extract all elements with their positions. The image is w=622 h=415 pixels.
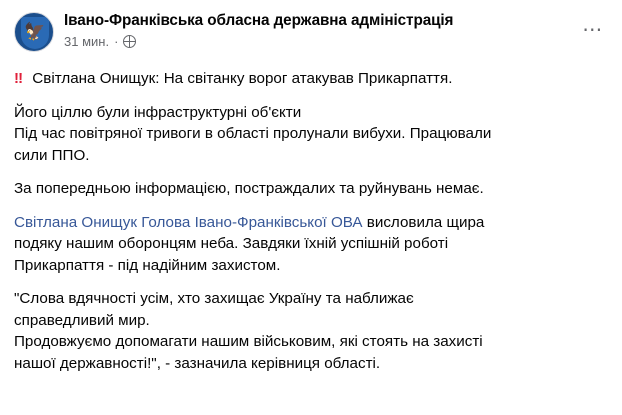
post-timestamp[interactable]: 31 мин. — [64, 34, 110, 49]
post-paragraph-headline — [14, 68, 608, 90]
text-line: Прикарпаття - під надійним захистом. — [14, 256, 281, 274]
post-body — [14, 68, 608, 374]
post-header — [14, 10, 608, 62]
text-line: Під час повітряної тривоги в області пролунали вибухи. Працювали — [14, 125, 492, 142]
page-name[interactable]: Івано-Франківська обласна державна адміністрація — [64, 12, 454, 29]
eagle-icon: 🦅 — [24, 22, 46, 41]
post-author-block — [64, 10, 453, 49]
text-line: справедливий мир. — [14, 311, 150, 329]
post-paragraph-quote — [14, 288, 608, 374]
profile-link[interactable]: Світлана Онищук Голова Івано-Франківської ОВА — [14, 213, 363, 231]
text-line: нашої державності!", - зазначила керівниця області. — [14, 354, 381, 372]
post-paragraph-targets — [14, 102, 608, 167]
meta-separator: · — [114, 34, 119, 49]
text-line: подяку нашим оборонцям неба. Завдяки їхній успішній роботі — [14, 235, 449, 252]
post-meta — [64, 34, 453, 49]
text-line: "Слова вдячності усім, хто захищає Україну та наближає — [14, 290, 414, 307]
post-paragraph-casualties — [14, 178, 608, 200]
post-paragraph-gratitude — [14, 212, 608, 277]
avatar[interactable] — [14, 12, 54, 52]
text-line: сили ППО. — [14, 146, 90, 164]
headline-text: Світлана Онищук: На світанку ворог атакував Прикарпаття. — [32, 70, 453, 87]
text-line: За попередньою інформацією, постраждалих та руйнувань немає. — [14, 180, 484, 197]
text-line: висловила щира — [362, 213, 485, 231]
text-line: Його ціллю були інфраструктурні об'єкти — [14, 103, 302, 121]
text-line: Продовжуємо допомагати нашим військовим, які стоять на захисті — [14, 333, 483, 350]
ellipsis-icon[interactable]: ⋯ — [582, 19, 604, 41]
warning-icon: ‼ — [14, 70, 24, 87]
globe-icon — [123, 35, 136, 48]
